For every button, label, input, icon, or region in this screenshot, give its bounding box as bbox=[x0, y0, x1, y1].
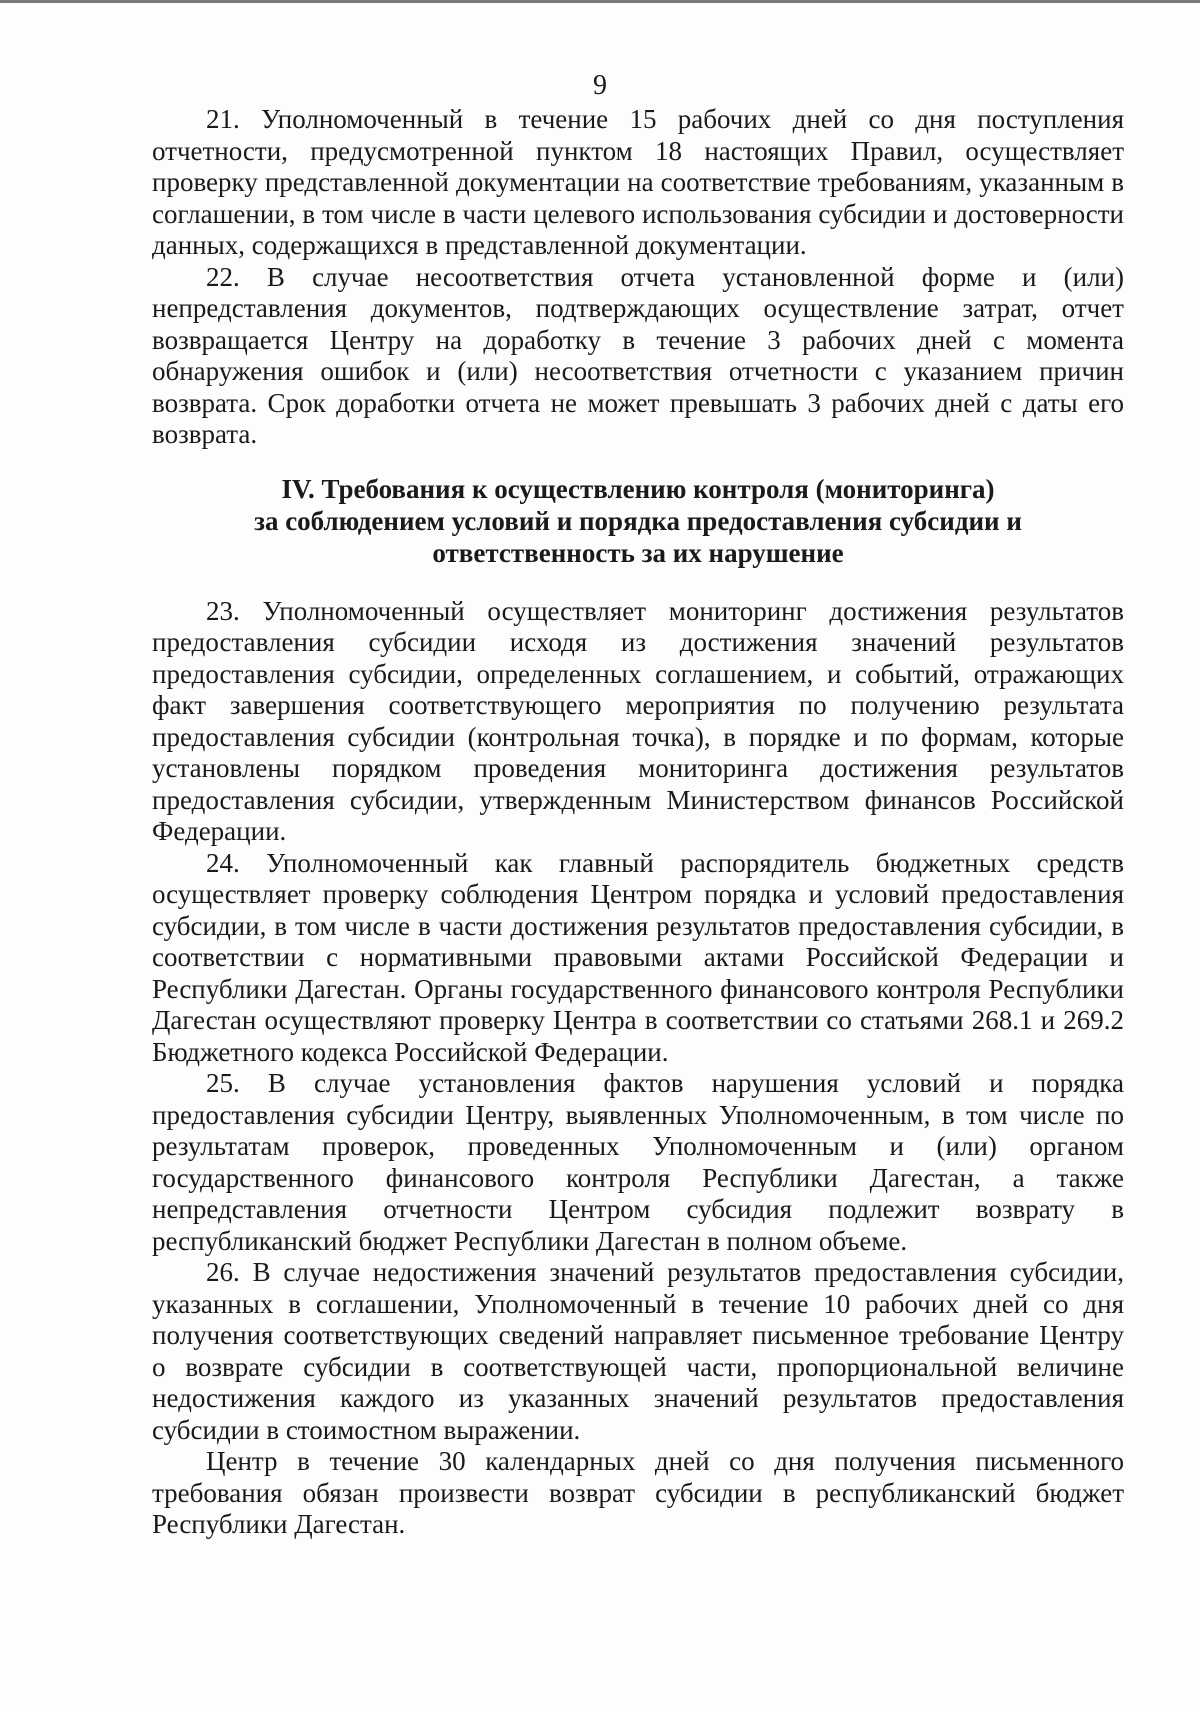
page-number: 9 bbox=[593, 70, 607, 101]
paragraph-26: 26. В случае недостижения значений результатов предоставления субсидии, указанных в соглашении, Уполномоченный в течение 10 рабочих дней со дня получения соответствующих сведений направляет письменное требование Центру о возврате субсидии в соответствующей части, пропорциональной величине недостижения каждого из указанных значений результатов предоставления субсидии в стоимостном выражении. bbox=[152, 1257, 1124, 1445]
scan-top-edge bbox=[0, 0, 1200, 3]
document-body bbox=[152, 104, 1124, 1541]
paragraph-23: 23. Уполномоченный осуществляет мониторинг достижения результатов предоставления субсидии исходя из достижения значений результатов предоставления субсидии, определенных соглашением, и событий, отражающих факт завершения соответствующего мероприятия по получению результата предоставления субсидии (контрольная точка), в порядке и по формам, которые установлены порядком проведения мониторинга достижения результатов предоставления субсидии, утвержденным Министерством финансов Российской Федерации. bbox=[152, 595, 1124, 846]
section-heading bbox=[152, 473, 1124, 569]
paragraph-25: 25. В случае установления фактов нарушения условий и порядка предоставления субсидии Центру, выявленных Уполномоченным, в том числе по результатам проверок, проведенных Уполномоченным и (или) органом государственного финансового контроля Республики Дагестан, а также непредставления отчетности Центром субсидия подлежит возврату в республиканский бюджет Республики Дагестан в полном объеме. bbox=[152, 1068, 1124, 1256]
section-heading-line-2: за соблюдением условий и порядка предоставления субсидии и bbox=[254, 505, 1022, 536]
section-heading-line-3: ответственность за их нарушение bbox=[432, 537, 844, 568]
paragraph-21: 21. Уполномоченный в течение 15 рабочих дней со дня поступления отчетности, предусмотренной пунктом 18 настоящих Правил, осуществляет проверку представленной документации на соответствие требованиям, указанным в соглашении, в том числе в части целевого использования субсидии и достоверности данных, содержащихся в представленной документации. bbox=[152, 104, 1124, 260]
section-heading-line-1: IV. Требования к осуществлению контроля (мониторинга) bbox=[281, 473, 995, 504]
paragraph-26-continuation: Центр в течение 30 календарных дней со дня получения письменного требования обязан произвести возврат субсидии в республиканский бюджет Республики Дагестан. bbox=[152, 1446, 1124, 1539]
paragraph-24: 24. Уполномоченный как главный распорядитель бюджетных средств осуществляет проверку соблюдения Центром порядка и условий предоставления субсидии, в том числе в части достижения результатов предоставления субсидии, в соответствии с нормативными правовыми актами Российской Федерации и Республики Дагестан. Органы государственного финансового контроля Республики Дагестан осуществляют проверку Центра в соответствии со статьями 268.1 и 269.2 Бюджетного кодекса Российской Федерации. bbox=[152, 847, 1124, 1067]
paragraph-22: 22. В случае несоответствия отчета установленной форме и (или) непредставления документов, подтверждающих осуществление затрат, отчет возвращается Центру на доработку в течение 3 рабочих дней с момента обнаружения ошибок и (или) несоответствия отчетности с указанием причин возврата. Срок доработки отчета не может превышать 3 рабочих дней с даты его возврата. bbox=[152, 261, 1124, 449]
